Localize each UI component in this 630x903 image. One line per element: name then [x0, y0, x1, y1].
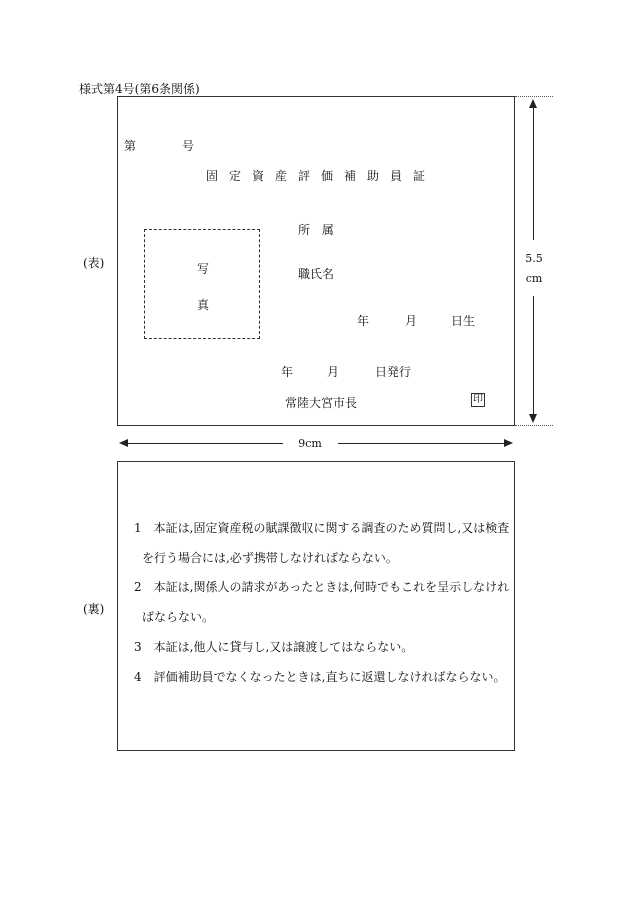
- number-suffix: 号: [182, 139, 195, 153]
- issue-month-label: 月: [327, 365, 340, 379]
- height-guide-top: [515, 96, 553, 97]
- height-guide-bottom: [515, 425, 553, 426]
- form-number-label: 様式第4号(第6条関係): [79, 82, 200, 96]
- back-side-label: (裏): [83, 602, 105, 616]
- number-prefix: 第: [124, 139, 137, 153]
- birth-day-label: 日生: [451, 314, 476, 328]
- height-dimension-line-bottom: [533, 296, 534, 415]
- birth-year-label: 年: [357, 314, 370, 328]
- card-title: 固定資産評価補助員証: [206, 169, 437, 183]
- photo-placeholder: [144, 229, 260, 339]
- id-card-front: [117, 96, 515, 426]
- width-dimension-label: 9cm: [298, 437, 322, 450]
- seal-mark: 印: [473, 394, 483, 405]
- note-2-line-2: ばならない。: [142, 610, 215, 624]
- name-label: 職氏名: [298, 267, 335, 281]
- width-dimension-line-right: [338, 443, 505, 444]
- note-3: 3 本証は,他人に貸与し,又は譲渡してはならない。: [134, 640, 414, 654]
- note-1-line-2: を行う場合には,必ず携帯しなければならない。: [142, 551, 398, 565]
- note-4: 4 評価補助員でなくなったときは,直ちに返還しなければならない。: [134, 670, 506, 684]
- front-side-label: (表): [83, 256, 105, 270]
- affiliation-label: 所 属: [298, 223, 338, 237]
- arrow-right-icon: [504, 439, 513, 447]
- width-dimension-line-left: [127, 443, 283, 444]
- photo-label-char-1: 写: [197, 262, 210, 276]
- issue-day-label: 日発行: [375, 365, 412, 379]
- id-card-back: [117, 461, 515, 751]
- height-dimension-line-top: [533, 107, 534, 240]
- note-2-line-1: 2 本証は,関係人の請求があったときは,何時でもこれを呈示しなけれ: [134, 580, 510, 594]
- height-dimension-unit: cm: [525, 272, 543, 285]
- issue-year-label: 年: [281, 365, 294, 379]
- arrow-down-icon: [529, 414, 537, 423]
- note-1-line-1: 1 本証は,固定資産税の賦課徴収に関する調査のため質問し,又は検査: [134, 521, 510, 535]
- birth-month-label: 月: [405, 314, 418, 328]
- height-dimension-value: 5.5: [525, 252, 543, 265]
- photo-label-char-2: 真: [197, 298, 210, 312]
- issuer-label: 常陸大宮市長: [285, 396, 358, 410]
